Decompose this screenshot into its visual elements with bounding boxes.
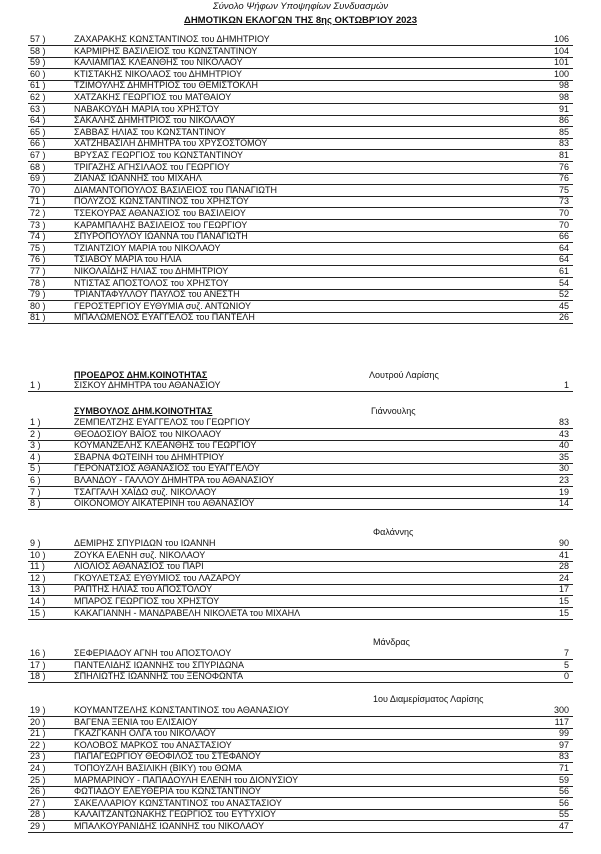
candidate-name: ΣΙΣΚΟΥ ΔΗΜΗΤΡΑ του ΑΘΑΝΑΣΙΟΥ — [74, 380, 221, 390]
vote-count: 56 — [558, 797, 569, 808]
candidate-name: ΤΟΠΟΥΖΛΗ ΒΑΣΙΛΙΚΗ (ΒΙΚΥ) του ΘΩΜΑ — [74, 763, 242, 773]
table-row — [28, 487, 573, 499]
candidate-name: ΤΡΙΓΑΖΗΣ ΑΓΗΣΙΛΑΟΣ του ΓΕΩΡΓΙΟΥ — [74, 161, 230, 172]
vote-count: 52 — [558, 289, 569, 300]
vote-count: 117 — [554, 716, 569, 727]
table-row — [28, 463, 573, 475]
table-row — [28, 173, 573, 185]
candidate-name: ΖΑΧΑΡΑΚΗΣ ΚΩΝΣΤΑΝΤΙΝΟΣ του ΔΗΜΗΤΡΙΟΥ — [74, 34, 270, 44]
table-row — [28, 266, 573, 278]
table-row — [28, 671, 573, 683]
vote-count: 70 — [558, 208, 569, 218]
vote-count: 98 — [558, 80, 569, 91]
table-row — [28, 429, 573, 441]
row-number: 73 ) — [30, 219, 46, 230]
row-number: 64 ) — [30, 115, 46, 126]
table-row — [28, 660, 573, 672]
vote-count: 56 — [558, 786, 569, 797]
row-number: 26 ) — [30, 786, 46, 797]
candidate-name: ΚΑΛΙΑΜΠΑΣ ΚΛΕΑΝΘΗΣ του ΝΙΚΟΛΑΟΥ — [74, 57, 243, 68]
row-number: 13 ) — [30, 584, 46, 595]
row-number: 16 ) — [30, 648, 46, 658]
row-number: 28 ) — [30, 809, 46, 820]
vote-count: 19 — [558, 486, 569, 497]
table-row — [28, 452, 573, 464]
row-number: 4 ) — [30, 451, 41, 462]
councillor-heading: ΣΥΜΒΟΥΛΟΣ ΔΗΜ.ΚΟΙΝΟΤΗΤΑΣ — [74, 406, 213, 416]
row-number: 6 ) — [30, 475, 41, 485]
vote-count: 64 — [558, 254, 569, 265]
vote-count: 15 — [558, 596, 569, 606]
vote-count: 35 — [558, 451, 569, 462]
table-row — [28, 220, 573, 232]
table-row — [28, 208, 573, 220]
candidate-name: ΚΟΥΜΑΝΤΖΕΛΗΣ ΚΩΝΣΤΑΝΤΙΝΟΣ του ΑΘΑΝΑΣΙΟΥ — [74, 705, 289, 715]
vote-count: 106 — [553, 34, 569, 44]
candidate-name: ΚΑΚΑΓΙΑΝΝΗ - ΜΑΝΔΡΑΒΕΛΗ ΝΙΚΟΛΕΤΑ του ΜΙΧΑΗΛ — [74, 607, 301, 618]
table-row — [28, 289, 573, 301]
candidate-name: ΒΑΓΕΝΑ ΞΕΝΙΑ του ΕΛΙΣΑΙΟΥ — [74, 716, 198, 727]
row-number: 25 ) — [30, 774, 46, 785]
vote-count: 59 — [558, 774, 569, 785]
table-row — [28, 69, 573, 81]
candidate-name: ΟΙΚΟΝΟΜΟΥ ΑΙΚΑΤΕΡΙΝΗ του ΑΘΑΝΑΣΙΟΥ — [74, 498, 255, 509]
table-row — [28, 608, 573, 620]
candidate-name: ΣΑΒΒΑΣ ΗΛΙΑΣ του ΚΩΝΣΤΑΝΤΙΝΟΥ — [74, 126, 226, 137]
row-number: 1 ) — [30, 417, 41, 427]
candidate-name: ΤΣΑΓΓΑΛΗ ΧΑΪΔΩ συζ. ΝΙΚΟΛΑΟΥ — [74, 486, 217, 497]
table-row — [28, 751, 573, 763]
table-row — [28, 104, 573, 116]
candidate-name: ΦΩΤΙΑΔΟΥ ΕΛΕΥΘΕΡΙΑ του ΚΩΝΣΤΑΝΤΙΝΟΥ — [74, 786, 262, 797]
vote-count: 100 — [553, 68, 569, 79]
table-row — [28, 821, 573, 833]
table-row — [28, 705, 573, 717]
candidate-name: ΚΟΥΜΑΝΖΕΛΗΣ ΚΛΕΑΝΘΗΣ του ΓΕΩΡΓΙΟΥ — [74, 440, 257, 451]
table-row — [28, 278, 573, 290]
table-row — [28, 740, 573, 752]
candidate-name: ΔΙΑΜΑΝΤΟΠΟΥΛΟΣ ΒΑΣΙΛΕΙΟΣ του ΠΑΝΑΓΙΩΤΗ — [74, 184, 277, 195]
candidate-name: ΖΟΥΚΑ ΕΛΕΝΗ συζ. ΝΙΚΟΛΑΟΥ — [74, 549, 206, 560]
candidate-name: ΚΤΙΣΤΑΚΗΣ ΝΙΚΟΛΑΟΣ του ΔΗΜΗΤΡΙΟΥ — [74, 68, 242, 79]
table-row — [28, 380, 573, 392]
candidate-name: ΣΑΚΕΛΛΑΡΙΟΥ ΚΩΝΣΤΑΝΤΙΝΟΣ του ΑΝΑΣΤΑΣΙΟΥ — [74, 797, 282, 808]
row-number: 11 ) — [30, 561, 45, 572]
table-row — [28, 46, 573, 58]
candidate-name: ΚΟΛΟΒΟΣ ΜΑΡΚΟΣ του ΑΝΑΣΤΑΣΙΟΥ — [74, 739, 232, 750]
vote-count: 7 — [563, 648, 569, 658]
table-row — [28, 312, 573, 324]
vote-count: 85 — [558, 126, 569, 137]
row-number: 79 ) — [30, 289, 46, 300]
candidate-name: ΜΠΑΛΩΜΕΝΟΣ ΕΥΑΓΓΕΛΟΣ του ΠΑΝΤΕΛΗ — [74, 312, 255, 323]
vote-count: 28 — [558, 561, 569, 572]
document-title: ΔΗΜΟΤΙΚΩΝ ΕΚΛΟΓΩΝ ΤΗΣ 8ης ΟΚΤΩΒΡΊΟΥ 2023 — [183, 15, 417, 26]
row-number: 61 ) — [30, 80, 46, 91]
candidate-name: ΓΕΡΟΝΑΤΣΙΟΣ ΑΘΑΝΑΣΙΟΣ του ΕΥΑΓΓΕΛΟΥ — [74, 463, 260, 474]
candidate-name: ΓΚΟΥΛΕΤΣΑΣ ΕΥΘΥΜΙΟΣ του ΛΑΖΑΡΟΥ — [74, 572, 241, 583]
table-row — [28, 775, 573, 787]
candidate-name: ΧΑΤΖΗΒΑΣΙΛΗ ΔΗΜΗΤΡΑ του ΧΡΥΣΟΣΤΟΜΟΥ — [74, 138, 268, 149]
row-number: 66 ) — [30, 138, 46, 149]
vote-count: 24 — [558, 572, 569, 583]
row-number: 2 ) — [30, 428, 41, 439]
row-number: 7 ) — [30, 486, 41, 497]
vote-count: 15 — [558, 607, 569, 618]
row-number: 78 ) — [30, 277, 46, 288]
row-number: 10 ) — [30, 549, 46, 560]
candidate-name: ΛΙΟΛΙΟΣ ΑΘΑΝΑΣΙΟΣ του ΠΑΡΙ — [74, 561, 204, 572]
row-number: 17 ) — [30, 659, 46, 670]
row-number: 22 ) — [30, 739, 46, 750]
row-number: 72 ) — [30, 208, 46, 218]
table-row — [28, 475, 573, 487]
candidate-name: ΚΑΛΑΪΤΖΑΝΤΩΝΑΚΗΣ ΓΕΩΡΓΙΟΣ του ΕΥΤΥΧΙΟΥ — [74, 809, 276, 820]
table-row — [28, 550, 573, 562]
row-number: 19 ) — [30, 705, 46, 715]
candidate-name: ΠΑΝΤΕΛΙΔΗΣ ΙΩΑΝΝΗΣ του ΣΠΥΡΙΔΩΝΑ — [74, 659, 245, 670]
vote-count: 91 — [558, 103, 569, 114]
row-number: 1 ) — [30, 380, 41, 390]
vote-count: 86 — [558, 115, 569, 126]
vote-count: 40 — [558, 440, 569, 451]
table-row — [28, 34, 573, 46]
table-row — [28, 786, 573, 798]
row-number: 18 ) — [30, 671, 46, 682]
table-row — [28, 596, 573, 608]
row-number: 60 ) — [30, 68, 46, 79]
candidate-name: ΖΙΑΝΑΣ ΙΩΑΝΝΗΣ του ΜΙΧΑΗΛ — [74, 173, 202, 184]
candidate-name: ΚΑΡΜΙΡΗΣ ΒΑΣΙΛΕΙΟΣ του ΚΩΝΣΤΑΝΤΙΝΟΥ — [74, 45, 258, 56]
vote-count: 47 — [558, 821, 569, 831]
candidate-name: ΣΕΦΕΡΙΑΔΟΥ ΑΓΝΗ του ΑΠΟΣΤΟΛΟΥ — [74, 648, 232, 658]
location-falanni: Φαλάννης — [373, 527, 414, 537]
vote-count: 30 — [558, 463, 569, 474]
vote-count: 97 — [558, 739, 569, 750]
vote-count: 83 — [558, 751, 569, 762]
row-number: 12 ) — [30, 572, 46, 583]
row-number: 58 ) — [30, 45, 46, 56]
candidate-name: ΜΠΑΡΟΣ ΓΕΩΡΓΙΟΣ του ΧΡΗΣΤΟΥ — [74, 596, 220, 606]
candidate-name: ΒΡΥΣΑΣ ΓΕΩΡΓΙΟΣ του ΚΩΝΣΤΑΝΤΙΝΟΥ — [74, 150, 244, 160]
table-row — [28, 115, 573, 127]
row-number: 20 ) — [30, 716, 46, 727]
vote-count: 43 — [558, 428, 569, 439]
location-loutrou: Λουτρού Λαρίσης — [369, 370, 439, 380]
vote-count: 23 — [558, 475, 569, 485]
president-heading: ΠΡΟΕΔΡΟΣ ΔΗΜ.ΚΟΙΝΟΤΗΤΑΣ — [74, 370, 208, 380]
document-subtitle: Σύνολο Ψήφων Υποψηφίων Συνδυασμών — [212, 1, 389, 12]
vote-count: 101 — [553, 57, 569, 68]
candidate-name: ΤΣΙΑΒΟΥ ΜΑΡΙΑ του ΗΛΙΑ — [74, 254, 182, 265]
table-row — [28, 243, 573, 255]
vote-count: 83 — [558, 417, 569, 427]
candidate-name: ΧΑΤΖΑΚΗΣ ΓΕΩΡΓΙΟΣ του ΜΑΤΘΑΙΟΥ — [74, 92, 232, 102]
candidate-name: ΤΖΙΑΝΤΖΙΟΥ ΜΑΡΙΑ του ΝΙΚΟΛΑΟΥ — [74, 242, 221, 253]
candidate-name: ΖΕΜΠΕΛΤΖΗΣ ΕΥΑΓΓΕΛΟΣ του ΓΕΩΡΓΙΟΥ — [74, 417, 251, 427]
table-row — [28, 573, 573, 585]
candidate-name: ΚΑΡΑΜΠΑΛΗΣ ΒΑΣΙΛΕΙΟΣ του ΓΕΩΡΓΙΟΥ — [74, 219, 248, 230]
table-row — [28, 254, 573, 266]
candidate-name: ΠΑΠΑΓΕΩΡΓΙΟΥ ΘΕΟΦΙΛΟΣ του ΣΤΕΦΑΝΟΥ — [74, 751, 261, 762]
vote-count: 54 — [558, 277, 569, 288]
row-number: 68 ) — [30, 161, 46, 172]
table-row — [28, 728, 573, 740]
candidate-name: ΤΣΕΚΟΥΡΑΣ ΑΘΑΝΑΣΙΟΣ του ΒΑΣΙΛΕΙΟΥ — [74, 208, 246, 218]
row-number: 69 ) — [30, 173, 46, 184]
vote-count: 81 — [558, 150, 569, 160]
vote-count: 14 — [558, 498, 569, 509]
candidate-name: ΡΑΠΤΗΣ ΗΛΙΑΣ του ΑΠΟΣΤΟΛΟΥ — [74, 584, 213, 595]
candidate-name: ΜΑΡΜΑΡΙΝΟΥ - ΠΑΠΑΔΟΥΛΗ ΕΛΕΝΗ του ΔΙΟΝΥΣΙΟΥ — [74, 774, 299, 785]
row-number: 9 ) — [30, 538, 41, 548]
vote-count: 0 — [563, 671, 569, 682]
location-giannoulis: Γιάννουλης — [371, 406, 416, 416]
vote-count: 66 — [558, 231, 569, 242]
vote-count: 76 — [558, 161, 569, 172]
candidate-name: ΒΛΑΝΔΟΥ - ΓΑΛΛΟΥ ΔΗΜΗΤΡΑ του ΑΘΑΝΑΣΙΟΥ — [74, 475, 275, 485]
vote-count: 98 — [558, 92, 569, 102]
candidate-name: ΣΠΥΡΟΠΟΥΛΟΥ ΙΩΑΝΝΑ του ΠΑΝΑΓΙΩΤΗ — [74, 231, 248, 242]
table-row — [28, 80, 573, 92]
location-larisa-1: 1ου Διαμερίσματος Λαρίσης — [373, 694, 484, 704]
vote-count: 99 — [558, 728, 569, 739]
table-row — [28, 196, 573, 208]
vote-count: 45 — [558, 300, 569, 311]
row-number: 23 ) — [30, 751, 46, 762]
row-number: 71 ) — [30, 196, 46, 207]
row-number: 62 ) — [30, 92, 46, 102]
row-number: 81 ) — [30, 312, 46, 323]
location-mandra: Μάνδρας — [373, 637, 410, 647]
table-row — [28, 798, 573, 810]
table-row — [28, 763, 573, 775]
vote-count: 300 — [553, 705, 569, 715]
table-row — [28, 584, 573, 596]
row-number: 76 ) — [30, 254, 46, 265]
table-row — [28, 301, 573, 313]
vote-count: 5 — [563, 659, 569, 670]
table-row — [28, 162, 573, 174]
candidate-name: ΜΠΑΛΚΟΥΡΑΝΙΔΗΣ ΙΩΑΝΝΗΣ του ΝΙΚΟΛΑΟΥ — [74, 821, 265, 831]
table-row — [28, 561, 573, 573]
vote-count: 55 — [558, 809, 569, 820]
candidate-name: ΤΖΙΜΟΥΛΗΣ ΔΗΜΗΤΡΙΟΣ του ΘΕΜΙΣΤΟΚΛΗ — [74, 80, 258, 91]
candidate-name: ΘΕΟΔΟΣΙΟΥ ΒΑΪΟΣ του ΝΙΚΟΛΑΟΥ — [74, 428, 222, 439]
vote-count: 70 — [558, 219, 569, 230]
vote-count: 104 — [553, 45, 569, 56]
row-number: 21 ) — [30, 728, 46, 739]
row-number: 15 ) — [30, 607, 46, 618]
vote-count: 61 — [558, 266, 569, 276]
table-row — [28, 150, 573, 162]
row-number: 65 ) — [30, 126, 46, 137]
row-number: 3 ) — [30, 440, 41, 451]
vote-count: 1 — [563, 380, 569, 390]
vote-count: 71 — [558, 763, 569, 773]
table-row — [28, 127, 573, 139]
table-row — [28, 498, 573, 510]
row-number: 70 ) — [30, 184, 46, 195]
row-number: 14 ) — [30, 596, 46, 606]
candidate-name: ΠΟΛΥΖΟΣ ΚΩΝΣΤΑΝΤΙΝΟΣ του ΧΡΗΣΤΟΥ — [74, 196, 249, 207]
row-number: 67 ) — [30, 150, 46, 160]
row-number: 74 ) — [30, 231, 46, 242]
candidate-name: ΤΡΙΑΝΤΑΦΥΛΛΟΥ ΠΑΥΛΟΣ του ΑΝΕΣΤΗ — [74, 289, 240, 300]
table-row — [28, 648, 573, 660]
row-number: 24 ) — [30, 763, 46, 773]
table-row — [28, 809, 573, 821]
candidate-name: ΝΙΚΟΛΑΪΔΗΣ ΗΛΙΑΣ του ΔΗΜΗΤΡΙΟΥ — [74, 266, 229, 276]
candidate-name: ΓΕΡΟΣΤΕΡΓΙΟΥ ΕΥΘΥΜΙΑ συζ. ΑΝΤΩΝΙΟΥ — [74, 300, 251, 311]
table-row — [28, 57, 573, 69]
candidate-name: ΣΒΑΡΝΑ ΦΩΤΕΙΝΗ του ΔΗΜΗΤΡΙΟΥ — [74, 451, 225, 462]
vote-count: 73 — [558, 196, 569, 207]
row-number: 8 ) — [30, 498, 41, 509]
candidate-name: ΝΤΙΣΤΑΣ ΑΠΟΣΤΟΛΟΣ του ΧΡΗΣΤΟΥ — [74, 277, 229, 288]
vote-count: 41 — [558, 549, 569, 560]
row-number: 57 ) — [30, 34, 46, 44]
candidate-name: ΓΚΑΖΓΚΑΝΗ ΟΛΓΑ του ΝΙΚΟΛΑΟΥ — [74, 728, 216, 739]
table-row — [28, 185, 573, 197]
row-number: 29 ) — [30, 821, 46, 831]
row-number: 77 ) — [30, 266, 46, 276]
vote-count: 90 — [558, 538, 569, 548]
row-number: 27 ) — [30, 797, 46, 808]
row-number: 59 ) — [30, 57, 46, 68]
candidate-name: ΔΕΜΙΡΗΣ ΣΠΥΡΙΔΩΝ του ΙΩΑΝΝΗ — [74, 538, 216, 548]
candidate-name: ΣΠΗΛΙΩΤΗΣ ΙΩΑΝΝΗΣ του ΞΕΝΟΦΩΝΤΑ — [74, 671, 244, 682]
table-row — [28, 538, 573, 550]
table-row — [28, 231, 573, 243]
candidate-name: ΣΑΚΑΛΗΣ ΔΗΜΗΤΡΙΟΣ του ΝΙΚΟΛΑΟΥ — [74, 115, 236, 126]
vote-count: 64 — [558, 242, 569, 253]
table-row — [28, 417, 573, 429]
vote-count: 76 — [558, 173, 569, 184]
row-number: 80 ) — [30, 300, 46, 311]
candidate-name: ΝΑΒΑΚΟΥΔΗ ΜΑΡΙΑ του ΧΡΗΣΤΟΥ — [74, 103, 220, 114]
table-row — [28, 138, 573, 150]
vote-count: 75 — [558, 184, 569, 195]
row-number: 5 ) — [30, 463, 41, 474]
row-number: 75 ) — [30, 242, 46, 253]
table-row — [28, 440, 573, 452]
vote-count: 17 — [558, 584, 569, 595]
vote-count: 26 — [558, 312, 569, 323]
row-number: 63 ) — [30, 103, 46, 114]
table-row — [28, 717, 573, 729]
table-row — [28, 92, 573, 104]
vote-count: 83 — [558, 138, 569, 149]
